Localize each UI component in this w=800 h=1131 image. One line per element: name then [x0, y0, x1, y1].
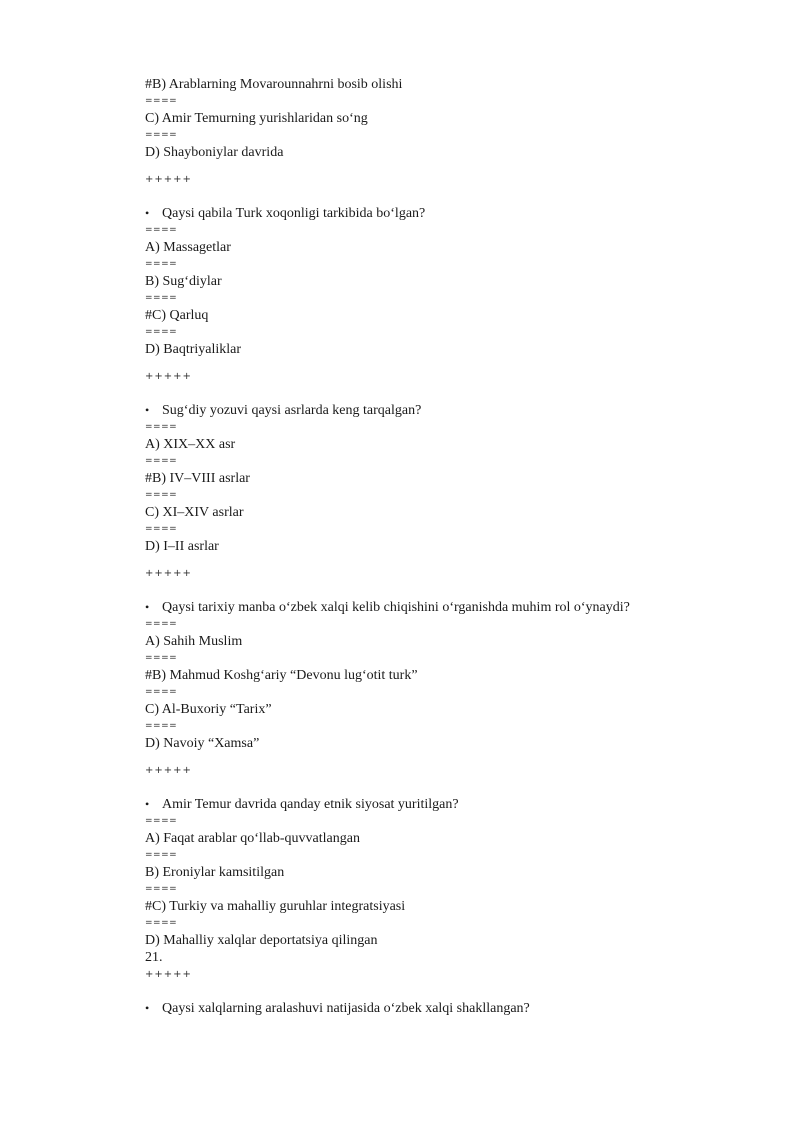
- separator: ====: [145, 884, 178, 894]
- question-label: Qaysi tarixiy manba o‘zbek xalqi kelib chiqishini o‘rganishda muhim rol o‘ynaydi?: [162, 600, 630, 615]
- separator: ====: [145, 490, 178, 500]
- separator: ====: [145, 918, 178, 928]
- option-d: D) Mahalliy xalqlar deportatsiya qilingan: [145, 933, 378, 948]
- option-b: #B) Arablarning Movarounnahrni bosib olishi: [145, 77, 403, 92]
- separator: ====: [145, 687, 178, 697]
- option-c: #C) Turkiy va mahalliy guruhlar integratsiyasi: [145, 899, 406, 914]
- option-c: C) Amir Temurning yurishlaridan so‘ng: [145, 111, 368, 126]
- question-label: Qaysi qabila Turk xoqonligi tarkibida bo‘lgan?: [162, 206, 426, 221]
- separator: ====: [145, 96, 178, 106]
- bullet-icon: •: [145, 1001, 150, 1015]
- option-d: D) Baqtriyaliklar: [145, 342, 242, 357]
- block-end-marker: +++++: [145, 174, 192, 185]
- separator: ====: [145, 850, 178, 860]
- question-text: [145, 599, 765, 616]
- block-end-marker: +++++: [145, 568, 192, 579]
- separator: ====: [145, 130, 178, 140]
- option-a: A) XIX–XX asr: [145, 437, 236, 452]
- block-end-marker: +++++: [145, 765, 192, 776]
- question-label: Amir Temur davrida qanday etnik siyosat yuritilgan?: [162, 797, 459, 812]
- separator: ====: [145, 225, 178, 235]
- question-label: Qaysi xalqlarning aralashuvi natijasida o‘zbek xalqi shakllangan?: [162, 1001, 530, 1016]
- separator: ====: [145, 524, 178, 534]
- separator: ====: [145, 259, 178, 269]
- question-text: [145, 1000, 765, 1017]
- separator: ====: [145, 293, 178, 303]
- option-d: D) I–II asrlar: [145, 539, 219, 554]
- option-b: #B) IV–VIII asrlar: [145, 471, 250, 486]
- question-text: [145, 402, 765, 419]
- option-c: #C) Qarluq: [145, 308, 209, 323]
- question-text: [145, 205, 765, 222]
- option-d: D) Shayboniylar davrida: [145, 145, 284, 160]
- bullet-icon: •: [145, 797, 150, 811]
- option-c: C) XI–XIV asrlar: [145, 505, 244, 520]
- separator: ====: [145, 327, 178, 337]
- option-d: D) Navoiy “Xamsa”: [145, 736, 260, 751]
- separator: ====: [145, 422, 178, 432]
- separator: ====: [145, 653, 178, 663]
- separator: ====: [145, 456, 178, 466]
- option-b: #B) Mahmud Koshg‘ariy “Devonu lug‘otit turk”: [145, 668, 418, 683]
- option-b: B) Eroniylar kamsitilgan: [145, 865, 285, 880]
- separator: ====: [145, 816, 178, 826]
- bullet-icon: •: [145, 206, 150, 220]
- option-b: B) Sug‘diylar: [145, 274, 222, 289]
- separator: ====: [145, 619, 178, 629]
- bullet-icon: •: [145, 600, 150, 614]
- option-a: A) Massagetlar: [145, 240, 231, 255]
- separator: ====: [145, 721, 178, 731]
- question-text: [145, 796, 765, 813]
- question-label: Sug‘diy yozuvi qaysi asrlarda keng tarqalgan?: [162, 403, 422, 418]
- block-end-marker: +++++: [145, 371, 192, 382]
- block-end-marker: +++++: [145, 969, 192, 980]
- option-a: A) Sahih Muslim: [145, 634, 243, 649]
- option-c: C) Al-Buxoriy “Tarix”: [145, 702, 272, 717]
- question-number: 21.: [145, 950, 163, 965]
- option-a: A) Faqat arablar qo‘llab-quvvatlangan: [145, 831, 360, 846]
- document-page: [145, 76, 765, 1017]
- bullet-icon: •: [145, 403, 150, 417]
